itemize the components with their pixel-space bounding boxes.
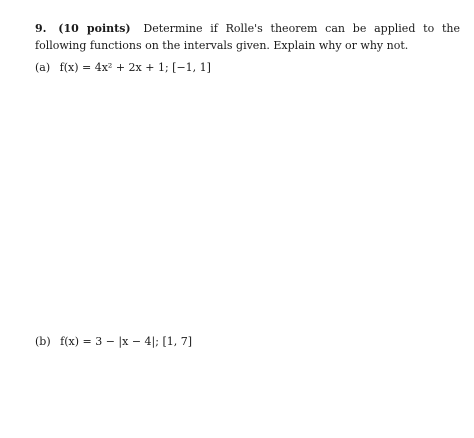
part-b-expression: f(x) = 3 − |x − 4|; [1, 7] xyxy=(60,335,193,348)
part-b-function-rhs: 3 − |x − 4| xyxy=(95,335,156,348)
part-a xyxy=(35,61,211,75)
part-a-function-rhs: 4x² + 2x + 1 xyxy=(94,61,165,74)
part-b-interval: [1, 7] xyxy=(162,335,193,348)
part-a-label: (a) xyxy=(35,61,51,74)
part-b-function-lhs: f(x) xyxy=(60,335,79,348)
problem-points: (10 points) xyxy=(58,22,131,35)
part-b-label: (b) xyxy=(35,335,51,348)
part-b xyxy=(35,335,192,349)
problem-statement xyxy=(35,20,460,54)
part-a-function-lhs: f(x) xyxy=(59,61,79,74)
part-a-interval: [−1, 1] xyxy=(172,61,211,74)
problem-instruction: Determine if Rolle's theorem can be applied to the following functions on the intervals given. Explain why or why not. xyxy=(35,22,460,52)
problem-number: 9. xyxy=(35,22,47,35)
part-a-expression: f(x) = 4x² + 2x + 1; [−1, 1] xyxy=(59,61,211,74)
